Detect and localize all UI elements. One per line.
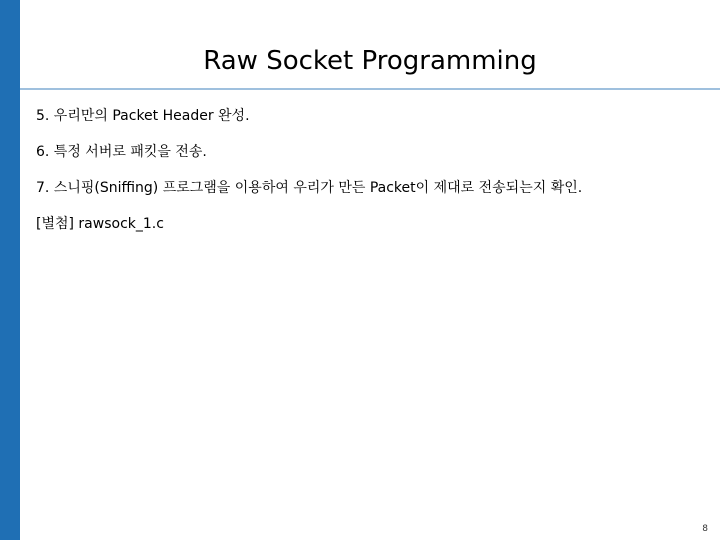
title-divider — [20, 88, 720, 90]
list-item-step-6: 6. 특정 서버로 패킷을 전송. — [36, 144, 207, 160]
accent-side-bar — [0, 0, 20, 540]
page-number: 8 — [702, 524, 708, 534]
list-item-step-5: 5. 우리만의 Packet Header 완성. — [36, 108, 250, 124]
list-item-step-7: 7. 스니핑(Sniffing) 프로그램을 이용하여 우리가 만든 Packet이 제대로 전송되는지 확인. — [36, 180, 583, 196]
content-list — [36, 98, 706, 242]
list-item-attachment: [별첨] rawsock_1.c — [36, 216, 164, 232]
slide-title: Raw Socket Programming — [203, 46, 537, 76]
